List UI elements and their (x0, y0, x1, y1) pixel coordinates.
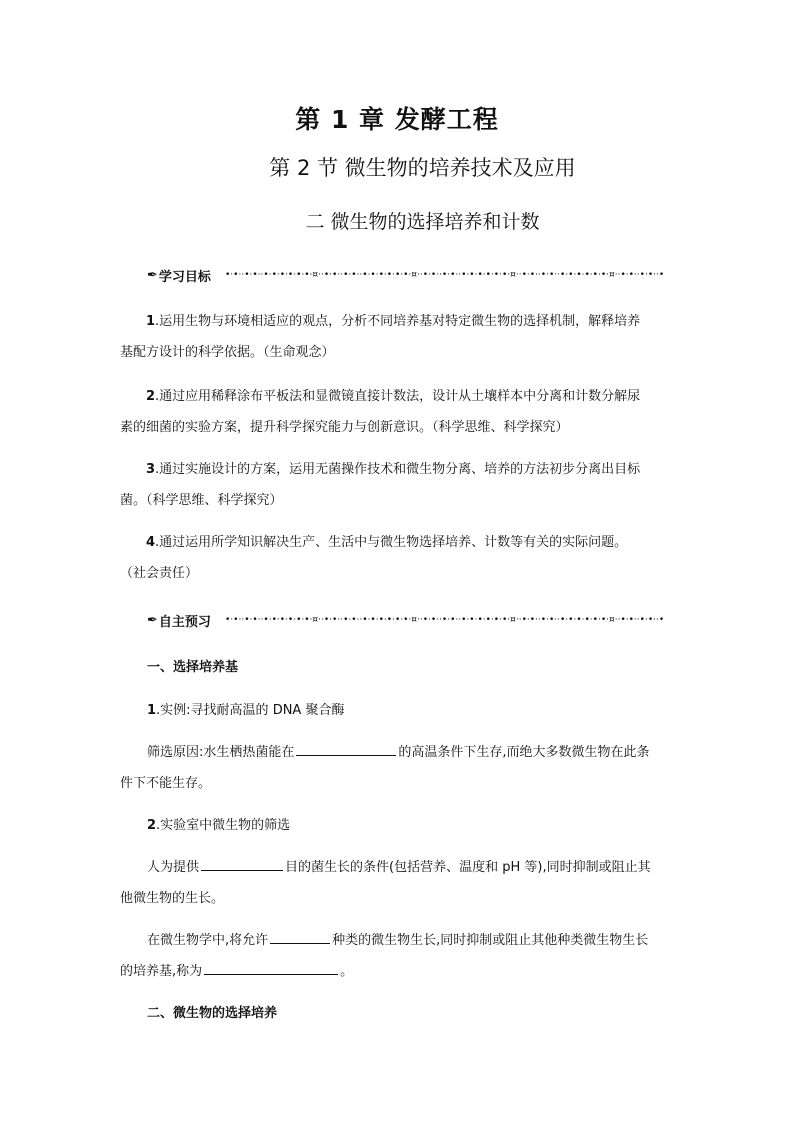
objective-item (120, 527, 680, 589)
fill-blank[interactable] (201, 858, 283, 871)
p3-text-a: 在微生物学中,将允许 (147, 933, 269, 948)
objective-number: 1 (146, 314, 156, 329)
p2-text-b: 目的菌生长的条件(包括营养、温度和 pH 等),同时抑制或阻止其 (285, 860, 651, 875)
p3-text-d: 。 (340, 964, 354, 979)
objective-text: .通过应用稀释涂布平板法和显微镜直接计数法，设计从土壤样本中分离和计数分解尿 (155, 389, 641, 404)
item1-number: 1 (147, 703, 157, 718)
p2-text-a: 人为提供 (147, 860, 200, 875)
subsection-title: 二 微生物的选择培养和计数 (305, 211, 540, 233)
dotted-divider: •·•··•·•··•·•·•·•·•·•·¤··•·•··•·•··•·•·•·•·•·•·¤··•·•··•·•··•·•·•·•·•·•·¤··•·•··•·•··•·•·•·•·•·•·¤··•·•··•·•··• (225, 270, 665, 280)
objective-text: .通过实施设计的方案，运用无菌操作技术和微生物分离、培养的方法初步分离出目标 (155, 462, 641, 477)
objective-item (120, 306, 680, 368)
fill-blank[interactable] (270, 931, 330, 944)
heading-selection-medium: 一、选择培养基 (147, 660, 239, 675)
objectives-title: 学习目标 (158, 270, 211, 285)
objective-number: 2 (146, 389, 156, 404)
p3-line2 (120, 960, 353, 979)
p3-line1 (147, 929, 648, 948)
item2-number: 2 (147, 818, 157, 833)
item1-line (147, 699, 344, 718)
objective-text-cont: 素的细菌的实验方案，提升科学探究能力与创新意识。（科学思维、科学探究） (120, 420, 569, 435)
objective-text-cont: （社会责任） (120, 566, 199, 581)
dotted-divider: •·•··•·•··•·•·•·•·•·•·¤··•·•··•·•··•·•·•·•·•·•·¤··•·•··•·•··•·•·•·•·•·•·¤··•·•··•·•··•·•·•·•·•·•·¤··•·•··•·•··• (225, 615, 665, 625)
fill-blank[interactable] (296, 743, 396, 756)
p2-line2: 他微生物的生长。 (120, 891, 225, 906)
p2-line1 (147, 856, 651, 875)
p3-text-b: 种类的微生物生长,同时抑制或阻止其他种类微生物生长 (332, 933, 649, 948)
chapter-title: 第 1 章 发酵工程 (295, 105, 499, 134)
p3-text-c: 的培养基,称为 (120, 964, 203, 979)
objective-text-cont: 基配方设计的科学依据。（生命观念） (120, 345, 335, 360)
item1-text: .实例:寻找耐高温的 DNA 聚合酶 (156, 703, 345, 718)
preview-title: 自主预习 (158, 615, 211, 630)
pen-icon: ✒ (147, 613, 158, 628)
p1-text-a: 筛选原因:水生栖热菌能在 (147, 745, 295, 760)
objective-item (120, 381, 680, 443)
objectives-heading (147, 266, 211, 285)
item2-line (147, 814, 290, 833)
objective-item (120, 454, 680, 516)
p1-text-b: 的高温条件下生存,而绝大多数微生物在此条 (398, 745, 650, 760)
pen-icon: ✒ (147, 268, 158, 283)
objective-number: 3 (146, 462, 156, 477)
objective-text: .运用生物与环境相适应的观点，分析不同培养基对特定微生物的选择机制，解释培养 (155, 314, 641, 329)
p1-line1 (147, 741, 650, 760)
section-title: 第 2 节 微生物的培养技术及应用 (269, 156, 576, 180)
preview-heading (147, 611, 211, 630)
objective-text-cont: 菌。（科学思维、科学探究） (120, 493, 283, 508)
objective-number: 4 (146, 535, 156, 550)
heading-selective-culture: 二、微生物的选择培养 (147, 1006, 278, 1021)
objective-text: .通过运用所学知识解决生产、生活中与微生物选择培养、计数等有关的实际问题。 (155, 535, 628, 550)
item2-text: .实验室中微生物的筛选 (156, 818, 291, 833)
p1-line2: 件下不能生存。 (120, 776, 212, 791)
fill-blank[interactable] (204, 962, 338, 975)
